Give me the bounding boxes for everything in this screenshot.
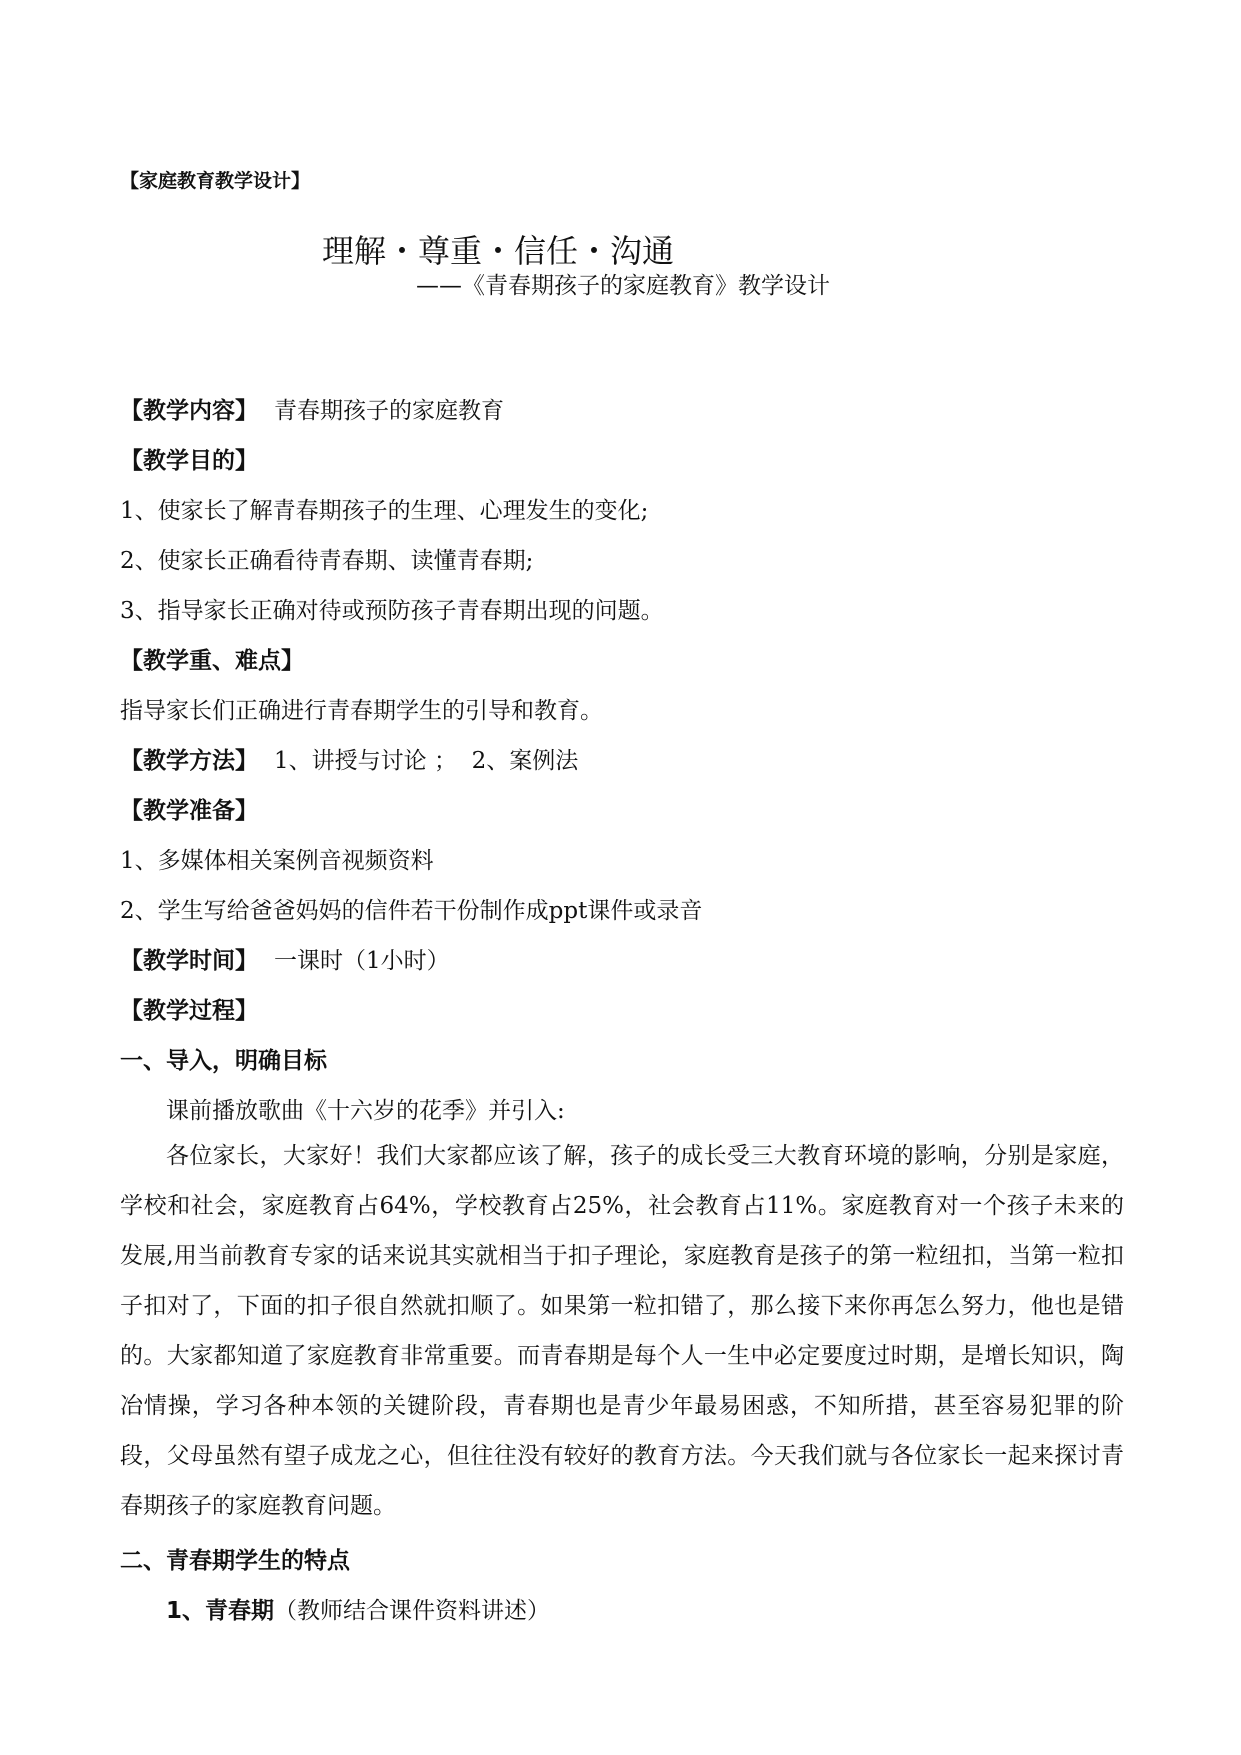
preparation-item: 2、学生写给爸爸妈妈的信件若干份制作成ppt课件或录音 [120,898,703,924]
teaching-methods-line [120,742,578,775]
objective-item: 2、使家长正确看待青春期、读懂青春期; [120,548,534,574]
intro-paragraph: 各位家长，大家好！我们大家都应该了解，孩子的成长受三大教育环境的影响，分别是家庭，学校和社会，家庭教育占64%，学校教育占25%，社会教育占11%。家庭教育对一个孩子未来的发展,用当前教育专家的话来说其实就相当于扣子理论，家庭教育是孩子的第一粒纽扣，当第一粒扣子扣对了，下面的扣子很自然就扣顺了。如果第一粒扣错了，那么接下来你再怎么努力，他也是错的。大家都知道了家庭教育非常重要。而青春期是每个人一生中必定要度过时期，是增长知识，陶冶情操，学习各种本领的关键阶段，青春期也是青少年最易困惑，不知所措，甚至容易犯罪的阶段，父母虽然有望子成龙之心，但往往没有较好的教育方法。今天我们就与各位家长一起来探讨青春期孩子的家庭教育问题。 [120,1143,1124,1519]
teaching-content-label: 【教学内容】 [120,398,258,424]
preparation-label: 【教学准备】 [120,798,258,824]
key-points-label: 【教学重、难点】 [120,648,304,674]
teaching-content-value: 青春期孩子的家庭教育 [274,398,505,424]
preparation-item: 1、多媒体相关案例音视频资料 [120,848,434,874]
teaching-time-label: 【教学时间】 [120,948,258,974]
section-heading: 二、青春期学生的特点 [120,1548,350,1574]
teaching-methods-label: 【教学方法】 [120,748,258,774]
key-points-text: 指导家长们正确进行青春期学生的引导和教育。 [120,698,603,724]
teaching-time-line [120,942,450,975]
document-subtitle: ——《青春期孩子的家庭教育》教学设计 [416,273,830,299]
teaching-time-value: 一课时（1小时） [274,948,450,974]
category-tag: 【家庭教育教学设计】 [120,170,311,192]
teaching-methods-value: 1、讲授与讨论 ； 2、案例法 [274,748,579,774]
subsection-line [166,1592,550,1625]
teaching-content-line [120,392,504,425]
subsection-note: （教师结合课件资料讲述） [274,1598,551,1624]
section-intro: 课前播放歌曲《十六岁的花季》并引入: [166,1098,565,1124]
objectives-label: 【教学目的】 [120,448,258,474]
document-title: 理解・尊重・信任・沟通 [322,232,675,270]
process-label: 【教学过程】 [120,998,258,1024]
subsection-label: 1、青春期 [166,1598,275,1624]
section-heading: 一、导入，明确目标 [120,1048,327,1074]
objective-item: 3、指导家长正确对待或预防孩子青春期出现的问题。 [120,598,664,624]
objective-item: 1、使家长了解青春期孩子的生理、心理发生的变化; [120,498,649,524]
